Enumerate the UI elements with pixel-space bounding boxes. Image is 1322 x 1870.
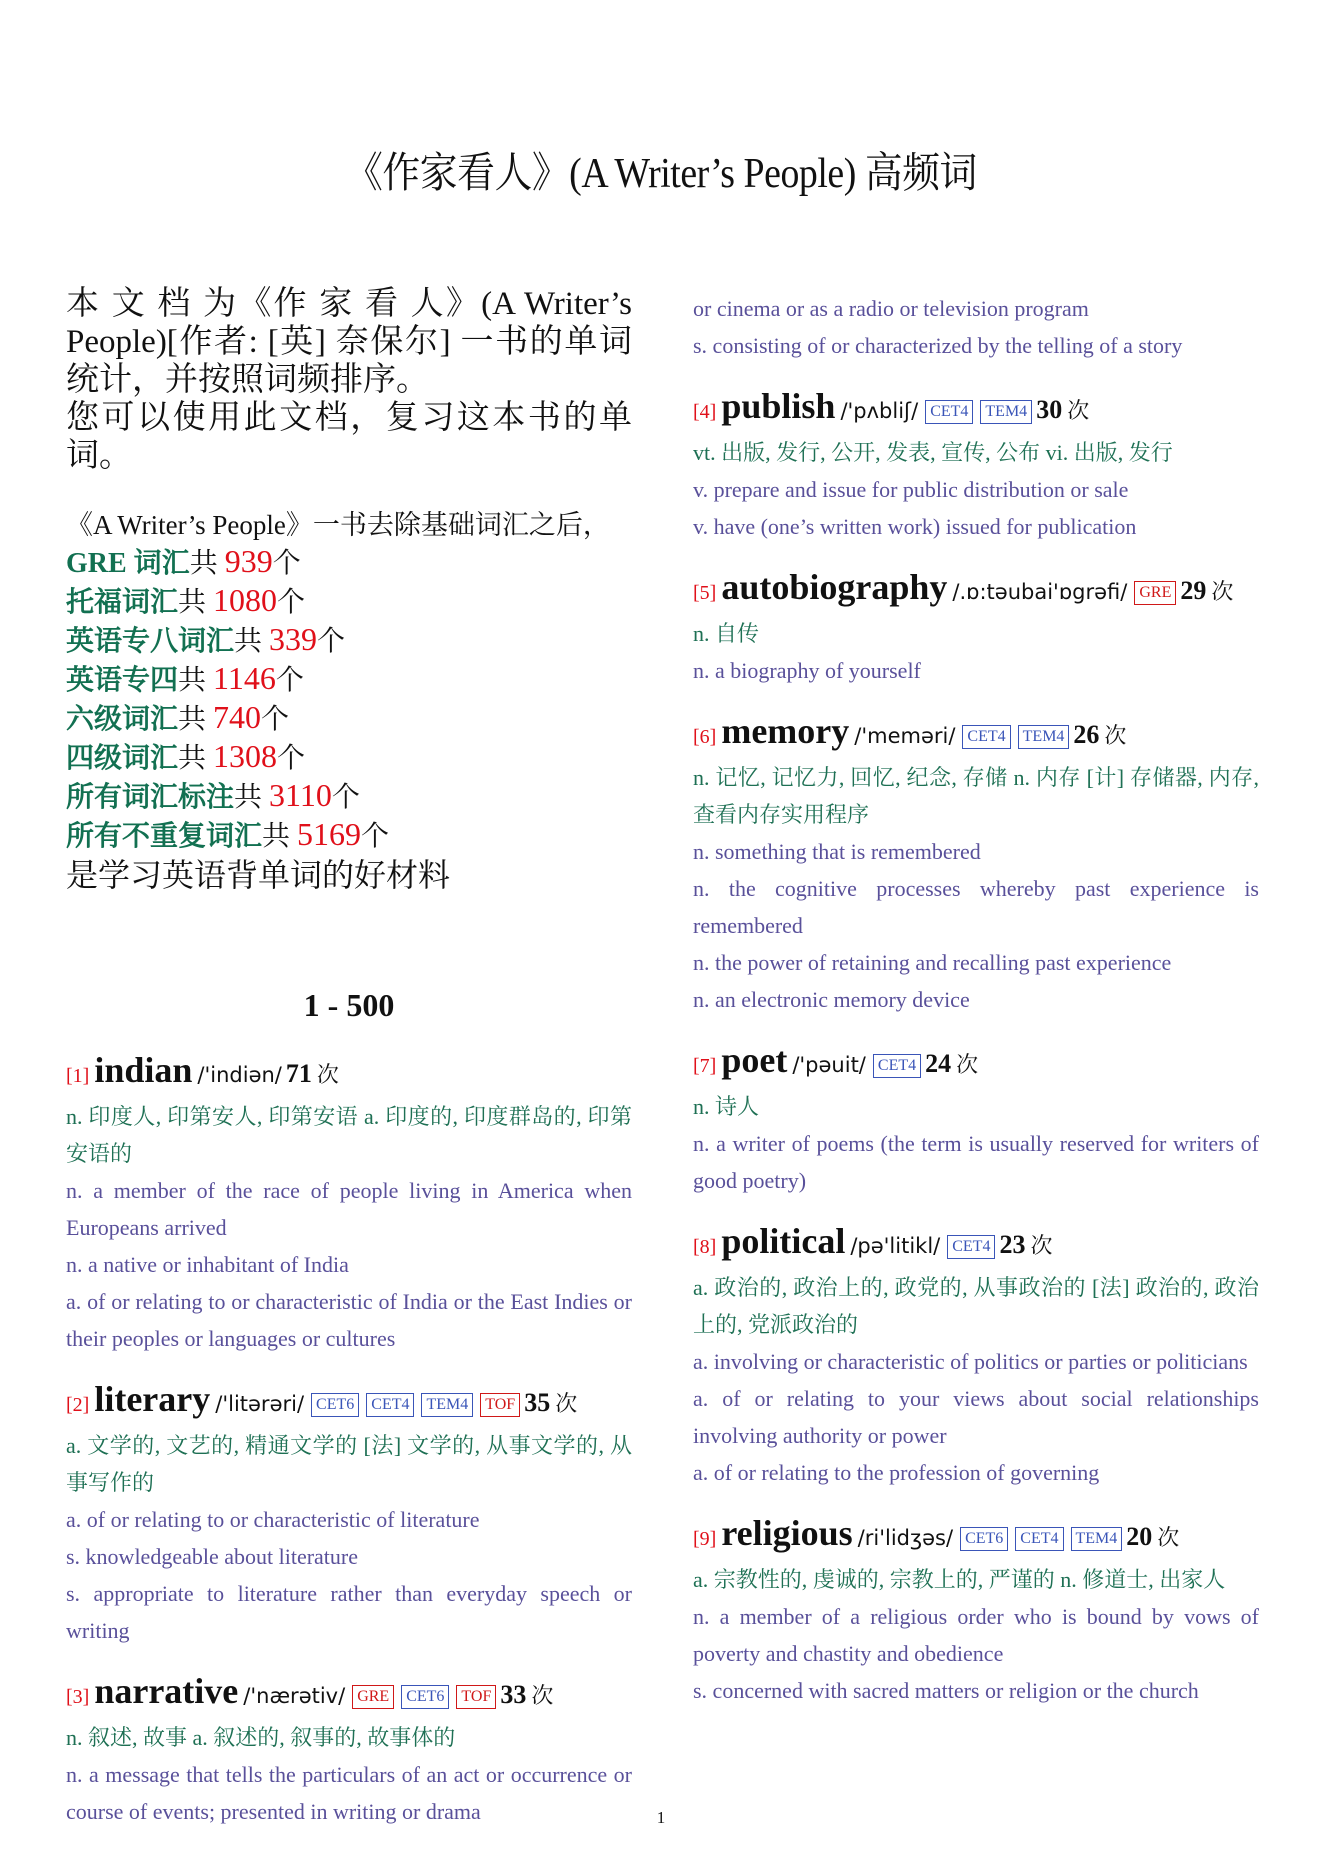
headword: narrative — [94, 1671, 239, 1711]
stat-connector: 共 — [262, 821, 298, 852]
stats-tail: 是学习英语背单词的好材料 — [66, 857, 451, 893]
stat-unit: 个 — [272, 548, 301, 579]
english-definition: n. a message that tells the particulars of an act or occurrence or course of events; presented in writing or drama — [66, 1762, 632, 1824]
stat-unit: 个 — [261, 704, 290, 735]
english-definition: s. appropriate to literature rather than everyday speech or writing — [66, 1581, 632, 1643]
entry-headword-line — [693, 1219, 1259, 1269]
english-definition: n. a biography of yourself — [693, 658, 921, 683]
word-entry — [693, 565, 1259, 689]
english-definition: a. of or relating to the profession of governing — [693, 1460, 1100, 1485]
stats-lead: 《A Writer’s People》一书去除基础词汇之后， — [66, 510, 610, 540]
phonetic: /'litərəri/ — [215, 1392, 305, 1416]
headword: political — [721, 1221, 846, 1261]
exam-tag-badge: CET6 — [401, 1685, 449, 1709]
exam-tag-badge: GRE — [1134, 581, 1176, 605]
continued-definition: s. consisting of or characterized by the telling of a story — [693, 333, 1183, 358]
entry-index: [2] — [66, 1394, 90, 1416]
stat-count: 5169 — [297, 816, 362, 852]
stat-count: 1308 — [213, 738, 278, 774]
stat-connector: 共 — [178, 587, 214, 618]
english-definition: n. a writer of poems (the term is usually reserved for writers of good poetry) — [693, 1131, 1259, 1193]
intro-paragraph-1: 本 文 档 为《作 家 看 人》(A Writer’s People)[作者: [英] 奈保尔] 一书的单词统计，并按照词频排序。 — [66, 286, 632, 398]
chinese-definition: a. 政治的, 政治上的, 政党的, 从事政治的 [法] 政治的, 政治上的, 党派政治的 — [693, 1275, 1259, 1337]
entry-index: [6] — [693, 726, 717, 748]
exam-tag-badge: TEM4 — [1071, 1527, 1123, 1551]
stat-connector: 共 — [234, 626, 270, 657]
stat-row — [66, 621, 632, 660]
exam-tag-badge: CET4 — [1015, 1527, 1063, 1551]
entry-index: [7] — [693, 1055, 717, 1077]
headword: memory — [721, 711, 850, 751]
exam-tag-badge: GRE — [352, 1685, 394, 1709]
frequency-count: 71 — [285, 1059, 312, 1088]
count-suffix: 次 — [316, 1062, 339, 1087]
count-suffix: 次 — [1104, 723, 1127, 748]
continued-entry — [693, 290, 1259, 364]
entry-index: [1] — [66, 1065, 90, 1087]
exam-tag-badge: TEM4 — [1018, 725, 1070, 749]
stat-connector: 共 — [178, 665, 214, 696]
chinese-definition: vt. 出版, 发行, 公开, 发表, 宣传, 公布 vi. 出版, 发行 — [693, 440, 1173, 465]
word-entry — [693, 1219, 1259, 1491]
frequency-count: 24 — [925, 1049, 952, 1078]
chinese-definition: n. 诗人 — [693, 1094, 760, 1119]
stat-connector: 共 — [234, 782, 270, 813]
intro-paragraph-2: 您可以使用此文档，复习这本书的单词。 — [66, 400, 632, 474]
english-definition: s. knowledgeable about literature — [66, 1544, 359, 1569]
headword: literary — [94, 1379, 211, 1419]
stat-unit: 个 — [331, 782, 360, 813]
phonetic: /ri'lidʒəs/ — [857, 1526, 954, 1550]
section-heading: 1 - 500 — [303, 987, 395, 1023]
stat-unit: 个 — [277, 743, 306, 774]
chinese-definition: n. 印度人, 印第安人, 印第安语 a. 印度的, 印度群岛的, 印第安语的 — [66, 1104, 632, 1166]
count-suffix: 次 — [1067, 398, 1090, 423]
stat-unit: 个 — [277, 587, 306, 618]
stat-row — [66, 816, 632, 855]
intro — [66, 285, 632, 475]
entry-index: [3] — [66, 1686, 90, 1708]
phonetic: /.ɒ:təubai'ɒgrəfi/ — [952, 580, 1128, 604]
word-entry — [693, 1038, 1259, 1199]
stat-label: 英语专八词汇 — [66, 626, 235, 657]
word-entry — [693, 384, 1259, 545]
english-definition: v. prepare and issue for public distribution or sale — [693, 477, 1129, 502]
stat-count: 3110 — [269, 777, 332, 813]
phonetic: /'pəuit/ — [792, 1053, 866, 1077]
chinese-definition: a. 宗教性的, 虔诚的, 宗教上的, 严谨的 n. 修道士, 出家人 — [693, 1567, 1226, 1592]
entry-headword-line — [66, 1048, 632, 1098]
chinese-definition: n. 记忆, 记忆力, 回忆, 纪念, 存储 n. 内存 [计] 存储器, 内存, 查看内存实用程序 — [693, 765, 1259, 827]
stat-label: 四级词汇 — [66, 743, 179, 774]
word-entry — [693, 709, 1259, 1018]
exam-tag-badge: CET4 — [962, 725, 1010, 749]
exam-tag-badge: CET6 — [960, 1527, 1008, 1551]
chinese-definition: n. 叙述, 故事 a. 叙述的, 叙事的, 故事体的 — [66, 1725, 456, 1750]
headword: autobiography — [721, 567, 948, 607]
count-suffix: 次 — [531, 1683, 554, 1708]
headword: indian — [94, 1050, 193, 1090]
stat-row — [66, 660, 632, 699]
stat-label: GRE 词汇 — [66, 548, 190, 579]
entry-headword-line — [693, 565, 1259, 615]
count-suffix: 次 — [956, 1052, 979, 1077]
english-definition: a. of or relating to or characteristic of India or the East Indies or their peoples or languages or cultures — [66, 1289, 632, 1351]
stat-connector: 共 — [178, 743, 214, 774]
right-column — [693, 290, 1259, 1729]
english-definition: n. something that is remembered — [693, 839, 981, 864]
exam-tag-badge: TEM4 — [421, 1393, 473, 1417]
headword: poet — [721, 1040, 788, 1080]
stat-row — [66, 738, 632, 777]
entry-index: [5] — [693, 582, 717, 604]
headword: religious — [721, 1513, 853, 1553]
entry-headword-line — [66, 1377, 632, 1427]
stat-count: 339 — [269, 621, 318, 657]
exam-tag-badge: CET4 — [947, 1235, 995, 1259]
stat-row — [66, 582, 632, 621]
phonetic: /'meməri/ — [854, 724, 956, 748]
english-definition: v. have (one’s written work) issued for publication — [693, 514, 1137, 539]
phonetic: /pə'litikl/ — [850, 1234, 941, 1258]
stat-label: 所有不重复词汇 — [66, 821, 263, 852]
entry-index: [8] — [693, 1236, 717, 1258]
exam-tag-badge: TOF — [480, 1393, 520, 1417]
stat-count: 1080 — [213, 582, 278, 618]
frequency-count: 30 — [1036, 395, 1063, 424]
chinese-definition: a. 文学的, 文艺的, 精通文学的 [法] 文学的, 从事文学的, 从事写作的 — [66, 1433, 632, 1495]
english-definition: a. of or relating to or characteristic of literature — [66, 1507, 480, 1532]
left-column — [66, 285, 632, 1850]
word-entry — [66, 1048, 632, 1357]
frequency-count: 33 — [500, 1680, 527, 1709]
word-entry — [693, 1511, 1259, 1709]
document-title: 《作家看人》(A Writer’s People) 高频词 — [345, 151, 977, 197]
entry-headword-line — [693, 709, 1259, 759]
stat-unit: 个 — [317, 626, 346, 657]
count-suffix: 次 — [1211, 579, 1234, 604]
stat-row — [66, 543, 632, 582]
frequency-count: 23 — [999, 1230, 1026, 1259]
exam-tag-badge: CET4 — [925, 400, 973, 424]
exam-tag-badge: CET6 — [311, 1393, 359, 1417]
continued-definition: or cinema or as a radio or television program — [693, 296, 1089, 321]
english-definition: n. the power of retaining and recalling past experience — [693, 950, 1172, 975]
english-definition: a. of or relating to your views about social relationships involving authority or power — [693, 1386, 1259, 1448]
stat-count: 939 — [224, 543, 273, 579]
exam-tag-badge: CET4 — [366, 1393, 414, 1417]
stat-row — [66, 699, 632, 738]
english-definition: n. an electronic memory device — [693, 987, 970, 1012]
frequency-count: 20 — [1126, 1522, 1153, 1551]
phonetic: /'nærətiv/ — [243, 1684, 346, 1708]
chinese-definition: n. 自传 — [693, 621, 760, 646]
english-definition: n. the cognitive processes whereby past experience is remembered — [693, 876, 1259, 938]
frequency-count: 35 — [524, 1388, 551, 1417]
entry-headword-line — [693, 1038, 1259, 1088]
entry-headword-line — [693, 1511, 1259, 1561]
exam-tag-badge: TOF — [456, 1685, 496, 1709]
stat-count: 1146 — [213, 660, 276, 696]
entry-index: [4] — [693, 401, 717, 423]
count-suffix: 次 — [1157, 1525, 1180, 1550]
stat-label: 托福词汇 — [66, 587, 179, 618]
english-definition: n. a member of the race of people living in America when Europeans arrived — [66, 1178, 632, 1240]
right-entry-list — [693, 384, 1259, 1709]
stat-count: 740 — [213, 699, 262, 735]
english-definition: a. involving or characteristic of politics or parties or politicians — [693, 1349, 1248, 1374]
exam-tag-badge: TEM4 — [980, 400, 1032, 424]
word-entry — [66, 1669, 632, 1830]
stat-connector: 共 — [178, 704, 214, 735]
phonetic: /'pʌbliʃ/ — [840, 399, 919, 423]
stat-unit: 个 — [361, 821, 390, 852]
frequency-count: 29 — [1180, 576, 1207, 605]
page-number: 1 — [656, 1808, 666, 1827]
entry-headword-line — [693, 384, 1259, 434]
entry-headword-line — [66, 1669, 632, 1719]
stat-label: 英语专四 — [66, 665, 179, 696]
stat-connector: 共 — [189, 548, 225, 579]
phonetic: /'indiən/ — [197, 1063, 282, 1087]
stat-unit: 个 — [275, 665, 304, 696]
vocab-stats — [66, 507, 632, 895]
left-entry-list — [66, 1048, 632, 1830]
headword: publish — [721, 386, 836, 426]
entry-index: [9] — [693, 1528, 717, 1550]
count-suffix: 次 — [1030, 1233, 1053, 1258]
stat-label: 所有词汇标注 — [66, 782, 235, 813]
frequency-count: 26 — [1073, 720, 1100, 749]
stat-label: 六级词汇 — [66, 704, 179, 735]
exam-tag-badge: CET4 — [873, 1054, 921, 1078]
english-definition: n. a native or inhabitant of India — [66, 1252, 349, 1277]
stat-row — [66, 777, 632, 816]
count-suffix: 次 — [555, 1391, 578, 1416]
english-definition: n. a member of a religious order who is bound by vows of poverty and chastity and obedience — [693, 1604, 1259, 1666]
english-definition: s. concerned with sacred matters or religion or the church — [693, 1678, 1199, 1703]
word-entry — [66, 1377, 632, 1649]
